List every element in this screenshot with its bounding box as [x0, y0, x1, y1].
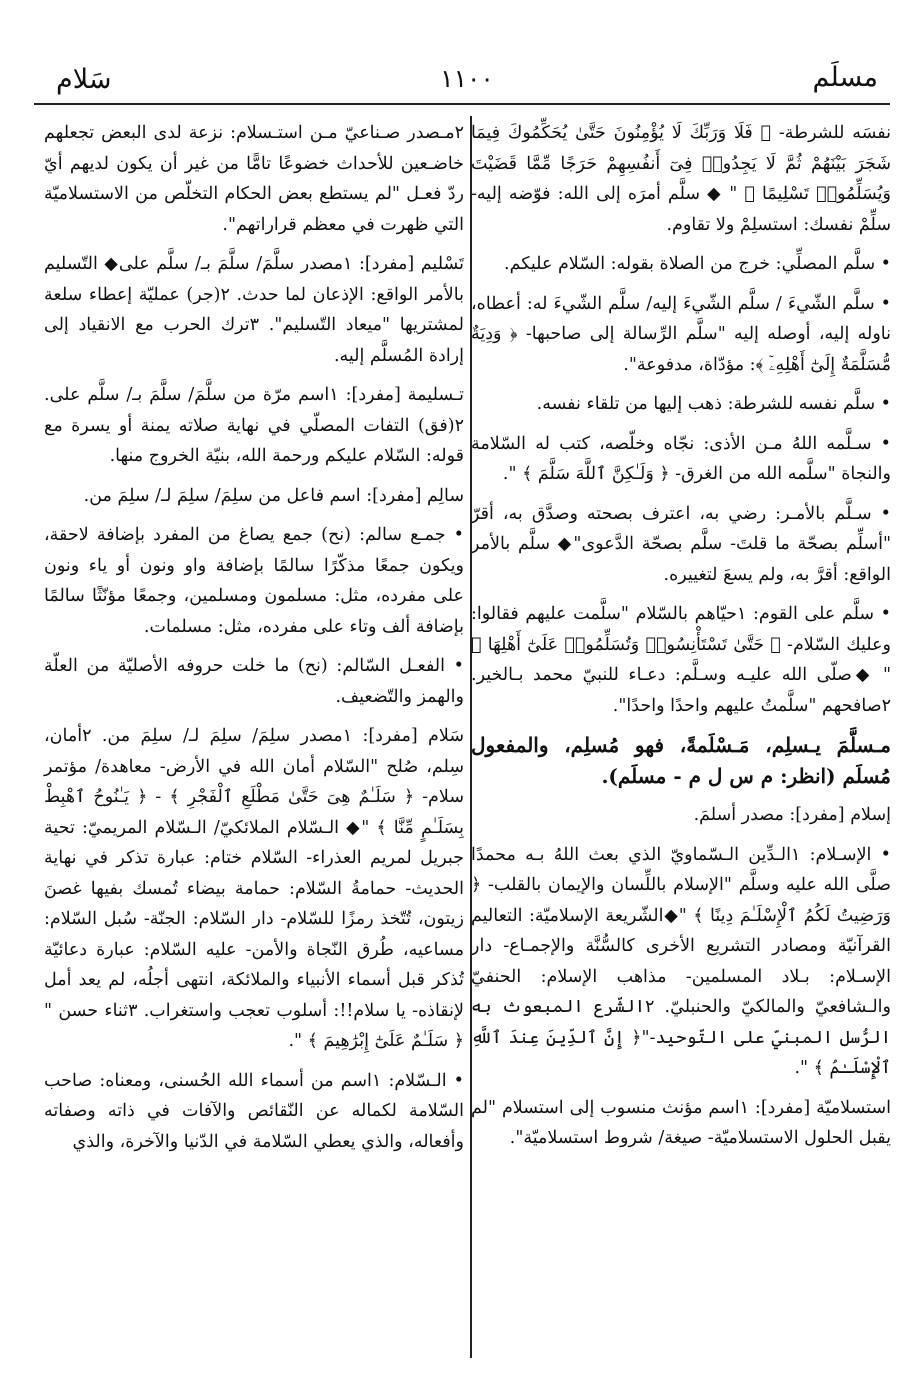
entry-paragraph: نفسَه للشرطة- ﴿ فَلَا وَرَبِّكَ لَا يُؤْمِنُونَ حَتَّىٰ يُحَكِّمُوكَ فِيمَا شَجَرَ بَيْنَهُمْ ثُمَّ لَا يَجِدُوا۟ فِىٓ أَنفُسِهِمْ حَرَجًا مِّمَّا قَضَيْتَ وَيُسَلِّمُوا۟ تَسْلِيمًا ﴾ " ◆ سلَّم أمرَه إلى الله: فوّضه إليه- سلِّمْ نفسك: استسلِمْ ولا تقاوم.	[471, 123, 891, 235]
headword-entry: تـسليمة [مفرد]: ١اسم مرّة من سلَّمَ/ سلَّمَ بـ/ سلَّم على. ٢(فق) التفات المصلّي في نهاية صلاته يمنة أو يسرة مع قوله: السّلام عليكم ورحمة الله، بنيّة الخروج منها.	[44, 385, 464, 466]
entry-paragraph: • سلَّم المصلِّي: خرج من الصلاة بقوله: السّلام عليكم.	[504, 254, 891, 274]
headword-entry: مـسلَّمَ يـسلِم، مَـسْلَمةً، فهو مُسلِم، والمفعول مُسلَم (انظر: م س ل م - مسلَم).	[471, 733, 891, 788]
entry-paragraph: • جمـع سالم: (نح) جمع يصاغ من المفرد بإضافة لاحقة، ويكون جمعًا مذكّرًا سالمًا بإضافة واو ونون أو ياء ونون على مفرده، مثل: مسلمون ومسلمين، وجمعًا مؤنّثًا سالمًا بإضافة ألف وتاء على مفرده، مثل: مسلمات.	[44, 525, 464, 637]
header-guide-word-left: سَلام	[56, 64, 112, 95]
headword-entry: سَلام [مفرد]: ١مصدر سلِمَ/ سلِمَ لـ/ سلِمَ من. ٢أمان، سِلم، صُلح "السّلام أمان الله في الأرض- معاهدة/ مؤتمر سلام- ﴿ سَلَـٰمٌ هِىَ حَتَّىٰ مَطْلَعِ ٱلْفَجْرِ ﴾ - ﴿ يَـٰنُوحُ ٱهْبِطْ بِسَلَـٰمٍ مِّنَّا ﴾ "◆ الـسّلام الملائكيّ/ الـسّلام المريميّ: تحية جبريل لمريم العذراء- السّلام ختام: عبارة تذكر في نهاية الحديث- حمامةُ السّلام: حمامة بيضاء تُمسك بفيها غصنَ زيتون، تُتّخذ رمزًا للسّلام- دار السّلام: الجنّة- سُبل السّلام: مساعيه، طُرق النّجاة والأمن- عليه السّلام: عبارة دعائيّة تُذكر قبل أسماء الأنبياء والملائكة، انتهى أجلُه، لم يعد أمل لإنقاذه- يا سلام!!: أسلوب تعجب واستغراب. ٣ثناء حسن " ﴿ سَلَـٰمٌ عَلَىٰٓ إِبْرَٰهِيمَ ﴾ ".	[44, 726, 464, 1051]
entry-paragraph: • الفعـل السّالم: (نح) ما خلت حروفه الأصليّة من العلّة والهمز والتّضعيف.	[44, 656, 464, 707]
headword-entry: استسلاميّة [مفرد]: ١اسم مؤنث منسوب إلى استسلام "لم يقبل الحلول الاستسلاميّة- صيغة/ شروط استسلاميّة".	[471, 1097, 891, 1148]
page-number: ١١٠٠	[440, 64, 494, 93]
headword-entry: تَسْليم [مفرد]: ١مصدر سلَّمَ/ سلَّمَ بـ/ سلَّم على◆ التّسليم بالأمر الواقع: الإذعان لما حدث. ٢(جر) عمليّة إعطاء سلعة لمشتريها "ميعاد التّسليم". ٣ترك الحرب مع الانقياد إلى إرادة المُسلَّم إليه.	[44, 254, 464, 366]
right-column	[471, 118, 891, 1163]
entry-paragraph: • الـسّلام: ١اسم من أسماء الله الحُسنى، ومعناه: صاحب السّلامة لكماله عن النّقائص والآفات في ذاته وصفاته وأفعاله، والذي يعطي السّلامة في الدّنيا والآخرة، والذي	[44, 1070, 464, 1152]
header-guide-word-right: مسلَم	[812, 62, 878, 93]
entry-paragraph: ٢مـصدر صـناعيّ مـن استـسلام: نزعة لدى البعض تجعلهم خاضـعين للأحداث خضوعًا تامًّا من غير أن يكون لديهم أيّ ردّ فعـل "لم يستطع بعض الحكام التخلّص من الاستسلاميّة التي ظهرت في معظم قراراتهم".	[44, 123, 464, 235]
column-divider	[470, 116, 472, 1358]
entry-paragraph: • سلَّم على القوم: ١حيّاهم بالسّلام "سلَّمت عليهم فقالوا: وعليك السّلام- ﴿ حَتَّىٰ تَسْتَأْنِسُوا۟ وَتُسَلِّمُوا۟ عَلَىٰٓ أَهْلِهَا ﴾ " ◆صلّى الله عليـه وسـلَّم: دعـاء للنبيّ محمد بـالخير. ٢صافحهم "سلَّمتُ عليهم واحدًا واحدًا".	[471, 604, 891, 716]
entry-paragraph: • سـلَّمه اللهُ مـن الأذى: نجّاه وخلّصه، كتب له السّلامة والنجاة "سلَّمه الله من الغرق- ﴿ وَلَـٰكِنَّ ٱللَّهَ سَلَّمَ ﴾ ".	[471, 433, 891, 484]
headword-entry: سالِم [مفرد]: اسم فاعل من سلِمَ/ سلِمَ لـ/ سلِمَ من.	[83, 485, 464, 506]
headword-entry: إسلام [مفرد]: مصدر أسلمَ.	[693, 805, 891, 825]
header-rule	[34, 103, 890, 105]
entry-paragraph: • سلَّم نفسه للشرطة: ذهب إليها من تلقاء نفسه.	[536, 394, 891, 414]
left-column	[44, 118, 464, 1166]
entry-paragraph: • الإسـلام: ١الـدِّين الـسّماويّ الذي بعث اللهُ بـه محمدًا صلَّى الله عليه وسلَّم "الإسلام باللِّسان والإيمان بالقلب- ﴿ وَرَضِيتُ لَكُمُ ٱلْإِسْلَـٰمَ دِينًا ﴾ "◆الشّريعة الإسلاميّة: التعاليم القرآنيّة ومصادر التشريع الأخرى كالسُّنَّة والإجمـاع- دار الإسـلام: بـلاد المسلمين- مذاهب الإسلام: الحنفيّ والـشافعيّ والمالكيّ والحنبليّ. ٢الشّرع المبعوث به الرُّسل المبنيّ على التّوحيد-"﴿ إِنَّ ٱلدِّينَ عِندَ ٱللَّهِ ٱلْإِسْلَـٰمُ ﴾ ".	[471, 844, 891, 1078]
entry-paragraph: • سـلَّم بالأمـر: رضي به، اعترف بصحته وصدَّق به، أقرّ "أسلِّم بصحّة ما قلتَ- سلَّم بصحّة الدَّعوى"◆ سلَّم بالأمر الواقع: أقرَّ به، ولم يسعَ لتغييره.	[471, 503, 891, 585]
entry-paragraph: • سلَّم الشّيءَ / سلَّم الشّيءَ إليه/ سلَّم الشّيءَ له: أعطاه، ناوله إليه، أوصله إليه "سلَّم الرِّسالة إلى صاحبها- ﴿ وَدِيَةٌ مُّسَلَّمَةٌ إِلَىٰٓ أَهْلِهِۦٓ ﴾: مؤدّاة، مدفوعة".	[471, 293, 891, 375]
page-header	[44, 52, 890, 102]
